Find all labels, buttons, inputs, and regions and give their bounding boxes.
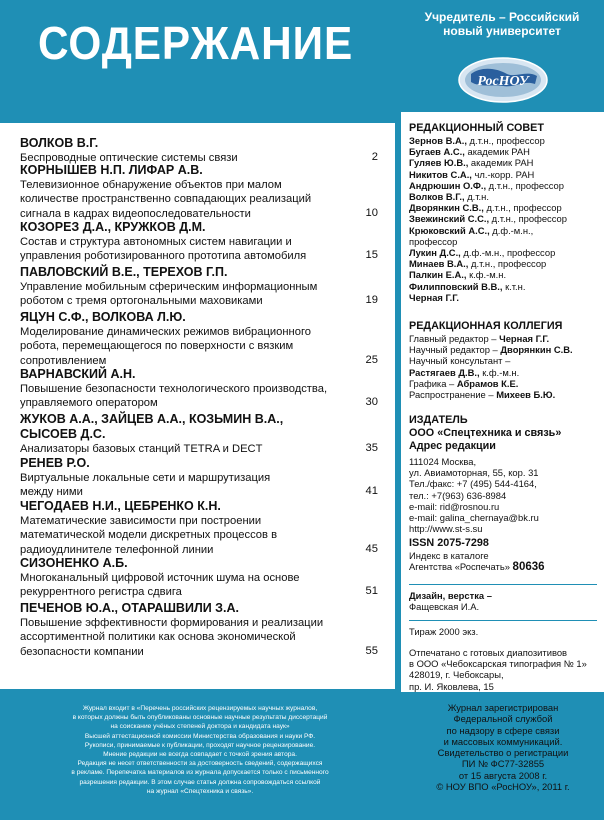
editorial-board [409, 122, 599, 303]
design-section [409, 590, 599, 612]
issn: ISSN 2075-7298 [409, 537, 489, 549]
publisher-name: ООО «Спецтехника и связь» [409, 427, 562, 439]
toc-page-number: 45 [365, 542, 378, 555]
board-member-role: чл.-корр. РАН [471, 168, 535, 180]
toc-page-number: 30 [365, 396, 378, 409]
board-member [409, 157, 599, 168]
toc-authors: ВАРНАВСКИЙ А.Н. [20, 367, 136, 381]
rosnou-logo [457, 56, 549, 104]
toc-title-line: Виртуальные локальные сети и маршрутизация [20, 472, 271, 484]
toc-page-number: 15 [365, 249, 378, 262]
toc-title [20, 471, 350, 500]
board-member-role: д.т.н., профессор [468, 258, 547, 270]
collegium-list [409, 333, 599, 400]
registration-box [401, 692, 604, 820]
toc-authors: ВОЛКОВ В.Г. [20, 136, 99, 150]
toc-title-line: сопротивлением [20, 354, 107, 367]
address-line: тел.: +7(963) 636-8984 [409, 489, 507, 501]
address-line: e-mail: rid@rosnou.ru [409, 500, 500, 512]
toc-title-line: математической модели дискретных процессов в [20, 529, 278, 542]
board-member-name: Бугаев А.С., [409, 146, 465, 158]
toc-title-line: между ними [20, 486, 83, 499]
toc-page-number: 41 [365, 485, 378, 498]
toc-title [20, 325, 350, 368]
board-member [409, 236, 599, 247]
collegium-role: Научный редактор – [409, 344, 501, 356]
toc-title-line: Беспроводные оптические системы связи [20, 152, 238, 164]
board-heading: РЕДАКЦИОННЫЙ СОВЕТ [409, 122, 544, 134]
toc-title [20, 382, 350, 411]
toc-page-number: 19 [365, 294, 378, 307]
notice-line: на соискание учёных степеней доктора и кандидата наук» [110, 723, 290, 731]
board-member-name: Лукин Д.С., [409, 247, 461, 259]
toc-page-number: 25 [365, 353, 378, 366]
notice-line: разрешения редакции. В этом случае статья должна сопровождаться ссылкой [79, 778, 321, 786]
index-agency: Агентства «Роспечать» [409, 561, 513, 573]
collegium-role: Графика – [409, 377, 457, 389]
print-line: Отпечатано с готовых диапозитивов [409, 647, 568, 658]
board-member-name: Филипповский В.В., [409, 280, 503, 292]
registration-line: Свидетельство о регистрации [437, 747, 569, 759]
toc-authors: КОЗОРЕЗ Д.А., КРУЖКОВ Д.М. [20, 220, 206, 234]
board-member-role: д.т.н. [464, 191, 489, 203]
board-member-role: академик РАН [464, 146, 530, 158]
logo-text: РосНОУ [477, 74, 529, 89]
toc-entry[interactable] [20, 163, 390, 221]
toc-page-number: 10 [365, 206, 378, 219]
board-member [409, 225, 599, 236]
board-member-role: д.т.н., профессор [466, 135, 545, 146]
table-of-contents [0, 123, 395, 689]
collegium-member [409, 344, 599, 355]
toc-title-line: Повышение эффективности формирования и реализации [20, 617, 324, 629]
toc-title-line: сигнала в кадрах видеопоследовательности [20, 207, 251, 220]
notice-line: в которых должны быть опубликованы основные научные результаты диссертаций [72, 714, 328, 722]
toc-title-line: радиоудлинителе телефонной линии [20, 543, 214, 556]
toc-authors: ЧЕГОДАЕВ Н.И., ЦЕБРЕНКО К.Н. [20, 499, 221, 513]
print-line: 428019, г. Чебоксары, [409, 669, 504, 681]
toc-title-line: управляемого оператором [20, 397, 158, 410]
toc-authors: КОРНЫШЕВ Н.П. ЛИФАР А.В. [20, 163, 203, 177]
board-member [409, 247, 599, 258]
board-member-name: Дворянкин С.В., [409, 202, 484, 214]
notice-line: Журнал входит в «Перечень российских рецензируемых научных журналов, [82, 705, 318, 712]
toc-title-line: рекуррентного регистра сдвига [20, 586, 182, 599]
collegium-member [409, 378, 599, 389]
toc-entry[interactable] [20, 265, 390, 309]
toc-title-line: Многоканальный цифровой источник шума на основе [20, 572, 300, 584]
collegium-role: Главный редактор – [409, 333, 500, 344]
toc-title [20, 616, 350, 659]
registration-line: по надзору в сфере связи [446, 724, 560, 736]
toc-entry[interactable] [20, 601, 390, 659]
board-member-name: Палкин Е.А., [409, 269, 467, 281]
collegium-name: Дворянкин С.В. [500, 344, 573, 356]
toc-authors: СЫСОЕВ Д.С. [20, 427, 106, 441]
publisher-heading: ИЗДАТЕЛЬ [409, 414, 468, 426]
toc-authors: ЯЦУН С.Ф., ВОЛКОВА Л.Ю. [20, 310, 186, 324]
collegium-member [409, 355, 599, 366]
toc-authors: СИЗОНЕНКО А.Б. [20, 556, 128, 570]
toc-title [20, 178, 350, 221]
board-member [409, 202, 599, 213]
toc-title-line: количестве пространственно совпадающих реализаций [20, 193, 312, 206]
board-member-role: д.ф.-м.н., [489, 224, 534, 236]
collegium-name: Абрамов К.Е. [456, 377, 519, 389]
collegium-extra: к.ф.-м.н. [479, 366, 520, 378]
toc-page-number: 51 [365, 585, 378, 598]
toc-entry[interactable] [20, 556, 390, 600]
board-member [409, 258, 599, 269]
toc-entry[interactable] [20, 367, 390, 411]
toc-title-line: Моделирование динамических режимов вибрационного [20, 326, 311, 338]
toc-title-line: Математические зависимости при построении [20, 515, 262, 527]
toc-title [20, 280, 350, 309]
toc-authors: ЖУКОВ А.А., ЗАЙЦЕВ А.А., КОЗЬМИН В.А., [20, 412, 284, 426]
toc-authors: РЕНЕВ Р.О. [20, 456, 90, 470]
address-line: http://www.st-s.su [409, 523, 483, 535]
board-member-role: д.ф.-м.н., профессор [460, 247, 556, 259]
registration-line: Журнал зарегистрирован [447, 702, 559, 713]
registration-line: Федеральной службой [453, 713, 553, 725]
index-line-agency [409, 561, 599, 573]
board-member [409, 269, 599, 280]
collegium-member [409, 333, 599, 344]
board-member-name: Гуляев Ю.В., [409, 157, 469, 169]
toc-entry[interactable] [20, 456, 390, 500]
address-line: Тел./факс: +7 (495) 544-4164, [409, 478, 537, 490]
design-label: Дизайн, верстка – [409, 590, 492, 601]
toc-title-line: управления роботизированного прототипа автомобиля [20, 250, 307, 263]
collegium-role: Распространение – [409, 389, 497, 401]
board-member-role: академик РАН [468, 157, 534, 169]
toc-page-number: 2 [371, 151, 378, 163]
board-member-name: Крюковский А.С., [409, 224, 490, 236]
collegium-heading: РЕДАКЦИОННАЯ КОЛЛЕГИЯ [409, 320, 563, 332]
toc-entry[interactable] [20, 412, 390, 456]
board-member-role: д.т.н., профессор [483, 202, 562, 214]
index-number: 80636 [512, 561, 545, 574]
circulation-section [409, 626, 599, 637]
toc-title [20, 235, 350, 264]
registration-line: от 15 августа 2008 г. [458, 769, 548, 781]
collegium-member [409, 389, 599, 400]
board-member-name: Никитов С.А., [409, 168, 472, 180]
toc-title-line: роботом с тремя ортогональными маховиками [20, 295, 263, 308]
founder-line: новый университет [443, 24, 561, 38]
notice-line: Высшей аттестационной комиссии Министерства образования и науки РФ. [84, 732, 316, 740]
board-member [409, 292, 599, 303]
board-member [409, 213, 599, 224]
toc-page-number: 35 [365, 442, 378, 454]
toc-title-line: робота, перемещающегося по поверхности с вязким [20, 340, 294, 353]
registration-text [409, 702, 597, 792]
toc-authors: ПАВЛОВСКИЙ В.Е., ТЕРЕХОВ Г.П. [20, 265, 228, 279]
notice-line: Рукописи, принимаемые к публикации, проходят научное рецензирование. [84, 741, 316, 749]
address-list [409, 456, 599, 534]
board-member [409, 135, 599, 146]
toc-title-line: ассортиментной политики как основа экономической [20, 631, 296, 644]
board-member-name: Минаев В.А., [409, 258, 469, 270]
print-line: в ООО «Чебоксарская типография № 1» [409, 658, 587, 670]
board-member-name: Черная Г.Г. [409, 291, 459, 303]
board-member-role: д.т.н., профессор [489, 213, 567, 225]
publisher-section [409, 414, 599, 534]
right-column [401, 0, 604, 820]
collegium-member [409, 367, 599, 378]
board-member-name: Зернов В.А., [409, 135, 467, 146]
founder-text [407, 10, 597, 38]
journal-notice [20, 704, 380, 796]
board-member [409, 146, 599, 157]
toc-title [20, 514, 350, 557]
address-heading: Адрес редакции [409, 440, 496, 452]
board-member-role: д.т.н., профессор [486, 179, 564, 191]
collegium-role: Научный консультант – [409, 355, 511, 367]
toc-title-line: Анализаторы базовых станций TETRA и DECT [20, 443, 263, 455]
collegium-name: Михеев Б.Ю. [496, 389, 556, 401]
toc-title-line: Телевизионное обнаружение объектов при малом [20, 179, 282, 191]
notice-line: Мнение редакции не всегда совпадает с точкой зрения автора. [103, 751, 297, 759]
toc-entry[interactable] [20, 220, 390, 264]
print-list [409, 647, 599, 692]
divider [409, 620, 597, 621]
toc-title-line: Управление мобильным сферическим информационным [20, 281, 318, 293]
address-line: e-mail: galina_chernaya@bk.ru [409, 512, 539, 524]
notice-line: Редакция не несет ответственности за достоверность сведений, содержащихся [77, 760, 323, 768]
founder-box [401, 0, 604, 112]
board-member [409, 180, 599, 191]
design-name: Фащевская И.А. [409, 601, 480, 613]
toc-entry[interactable] [20, 499, 390, 557]
issn-section [409, 537, 599, 573]
toc-title-line: Повышение безопасности технологического производства, [20, 383, 328, 395]
toc-title-line: безопасности компании [20, 645, 144, 658]
board-member [409, 169, 599, 180]
board-list [409, 135, 599, 303]
founder-line: Учредитель – Российский [424, 10, 580, 24]
notice-line: на журнал «Спецтехника и связь». [146, 787, 254, 795]
toc-title [20, 571, 350, 600]
board-member [409, 281, 599, 292]
page-title: СОДЕРЖАНИЕ [38, 17, 354, 69]
print-section [409, 647, 599, 692]
circulation: Тираж 2000 экз. [409, 626, 479, 637]
toc-authors: ПЕЧЕНОВ Ю.А., ОТАРАШВИЛИ З.А. [20, 601, 239, 615]
divider [409, 584, 597, 585]
notice-line: в рекламе. Перепечатка материалов из журнала допускается только с письменного [71, 769, 329, 777]
board-member-role: профессор [409, 235, 458, 247]
collegium-name: Черная Г.Г. [499, 333, 550, 344]
toc-entry[interactable] [20, 310, 390, 368]
board-member-role: к.т.н. [502, 280, 526, 292]
collegium-name: Растягаев Д.В., [409, 366, 480, 378]
registration-line: и массовых коммуникаций. [443, 735, 563, 747]
address-line: ул. Авиамоторная, 55, кор. 31 [409, 467, 539, 479]
board-member [409, 191, 599, 202]
registration-line: © НОУ ВПО «РосНОУ», 2011 г. [436, 781, 570, 793]
board-member-name: Андрюшин О.Ф., [409, 179, 487, 191]
board-member-name: Звежинский С.С., [409, 213, 490, 225]
address-line: 111024 Москва, [409, 456, 477, 467]
index-line: Индекс в каталоге [409, 550, 489, 561]
registration-line: ПИ № ФС77-32855 [461, 758, 545, 770]
editorial-collegium [409, 320, 599, 400]
print-line: пр. И. Яковлева, 15 [409, 680, 494, 692]
board-member-name: Волков В.Г., [409, 191, 465, 203]
toc-page-number: 55 [365, 644, 378, 657]
toc-entry[interactable] [20, 136, 390, 165]
toc-title [20, 442, 350, 456]
board-member-role: к.ф.-м.н. [466, 269, 507, 281]
toc-title-line: Состав и структура автономных систем навигации и [20, 236, 292, 248]
